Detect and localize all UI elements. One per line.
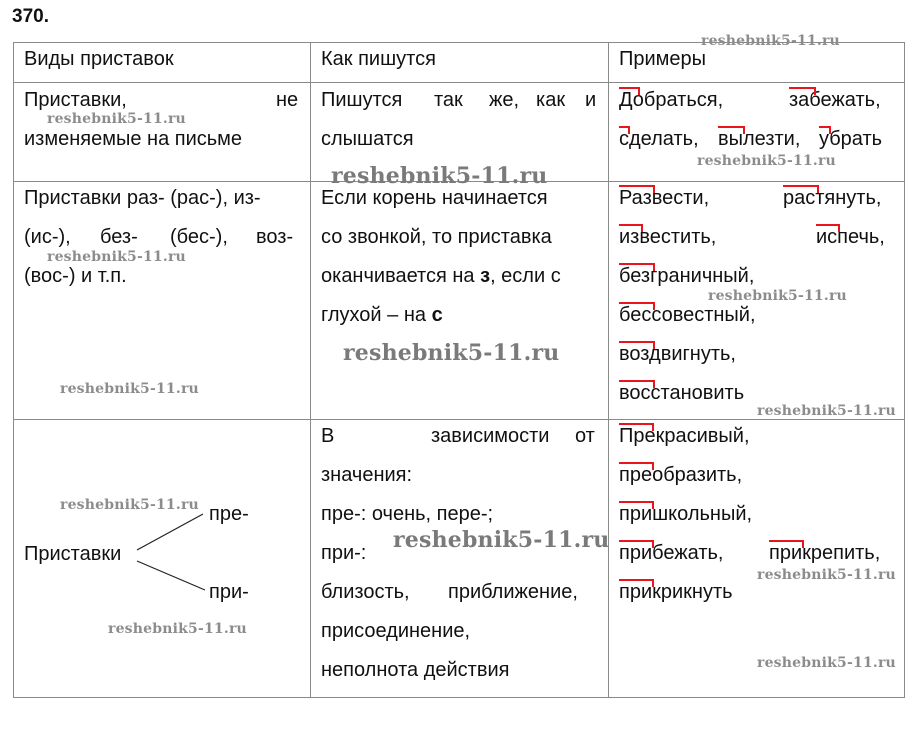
row2-kind-w1: (ис-),	[24, 226, 71, 248]
letter-s: с	[431, 304, 443, 326]
table-border-right	[904, 42, 905, 698]
watermark: reshebnik5-11.ru	[757, 567, 896, 583]
row1-rule-w1: Пишутся	[321, 89, 403, 111]
row2-kind-line3: (вос-) и т.п.	[24, 265, 127, 287]
row2-rule-line3: оканчивается на з, если с	[321, 265, 561, 287]
example-vylezti: вылезти,	[718, 128, 801, 150]
prefix-mark-pri3	[769, 540, 804, 548]
example-sdelat: сделать,	[619, 128, 699, 150]
watermark: reshebnik5-11.ru	[343, 340, 560, 366]
watermark: reshebnik5-11.ru	[108, 621, 247, 637]
watermark: reshebnik5-11.ru	[757, 403, 896, 419]
prefix-mark-do	[619, 87, 640, 95]
row3-rule-line7: неполнота действия	[321, 659, 510, 681]
prefix-mark-za	[789, 87, 816, 95]
example-rastyanut: растянуть,	[783, 187, 882, 209]
watermark: reshebnik5-11.ru	[757, 655, 896, 671]
row2-kind-w3: (бес-),	[170, 226, 228, 248]
row1-kind-line2: изменяемые на письме	[24, 128, 243, 150]
example-prekrasivy: Прекрасивый,	[619, 425, 750, 447]
example-bessovestny: бессовестный,	[619, 304, 756, 326]
column-divider-2	[608, 42, 609, 698]
row3-kind-prefixes: Приставки	[24, 543, 122, 565]
row3-rule-line6: присоединение,	[321, 620, 471, 642]
watermark: reshebnik5-11.ru	[331, 163, 548, 189]
prefix-mark-s	[619, 126, 630, 134]
row2-rule-line4: глухой – на с	[321, 304, 443, 326]
header-kinds: Виды приставок	[24, 48, 174, 70]
watermark: reshebnik5-11.ru	[697, 153, 836, 169]
prefix-mark-raz	[619, 185, 655, 193]
row3-rule-w8: приближение,	[448, 581, 578, 603]
prefix-mark-pri4	[619, 579, 654, 587]
watermark: reshebnik5-11.ru	[708, 288, 847, 304]
prefix-mark-bez	[619, 263, 655, 271]
row3-rule-w1: В	[321, 425, 335, 447]
watermark: reshebnik5-11.ru	[47, 111, 186, 127]
watermark: reshebnik5-11.ru	[393, 527, 610, 553]
row3-rule-line3: пре-: очень, пере-;	[321, 503, 494, 525]
example-vosstanovit: восстановить	[619, 382, 745, 404]
row3-rule-w2: зависимости	[431, 425, 550, 447]
example-prikrepit: прикрепить,	[769, 542, 881, 564]
row3-rule-line4: при-:	[321, 542, 367, 564]
row2-kind-w4: воз-	[256, 226, 294, 248]
prefix-mark-pre1	[619, 423, 654, 431]
row3-rule-w3: от	[575, 425, 595, 447]
branch-to-pri	[137, 561, 205, 590]
prefix-mark-is	[816, 224, 840, 232]
branch-lines	[13, 42, 310, 698]
prefix-mark-vos	[619, 380, 655, 388]
row2-kind-w2: без-	[100, 226, 138, 248]
prefix-mark-bes	[619, 302, 655, 310]
row2-rule-line1: Если корень начинается	[321, 187, 548, 209]
watermark: reshebnik5-11.ru	[60, 497, 199, 513]
row1-rule-line2: слышатся	[321, 128, 414, 150]
prefix-mark-ras	[783, 185, 819, 193]
example-pribezhat: прибежать,	[619, 542, 724, 564]
header-examples: Примеры	[619, 48, 707, 70]
row1-kind-word2: не	[276, 89, 299, 111]
example-ispech: испечь,	[816, 226, 885, 248]
example-vozdvignut: воздвигнуть,	[619, 343, 736, 365]
row2-rule-line2: со звонкой, то приставка	[321, 226, 552, 248]
row1-rule-w3: же,	[489, 89, 520, 111]
row3-rule-w7: близость,	[321, 581, 410, 603]
row2-kind-line1: Приставки раз- (рас-), из-	[24, 187, 261, 209]
watermark: reshebnik5-11.ru	[47, 249, 186, 265]
row3-kind-pre: пре-	[209, 503, 249, 525]
prefix-mark-pri1	[619, 501, 654, 509]
example-ubrat: убрать	[819, 128, 883, 150]
column-divider-1	[310, 42, 311, 698]
exercise-number: 370.	[12, 6, 49, 27]
prefix-mark-vy	[718, 126, 745, 134]
prefix-mark-voz	[619, 341, 655, 349]
row1-rule-w4: как	[536, 89, 566, 111]
header-spelling: Как пишутся	[321, 48, 436, 70]
example-preobrazit: преобразить,	[619, 464, 743, 486]
example-prishkolny: пришкольный,	[619, 503, 753, 525]
example-zabezhat: забежать,	[789, 89, 881, 111]
prefix-mark-iz	[619, 224, 643, 232]
row3-kind-pri: при-	[209, 581, 249, 603]
row1-rule-w2: так	[434, 89, 463, 111]
prefix-table	[13, 42, 905, 698]
row3-rule-line2: значения:	[321, 464, 413, 486]
row1-kind-word1: Приставки,	[24, 89, 127, 111]
prefix-mark-pri2	[619, 540, 654, 548]
letter-z: з	[480, 265, 491, 287]
watermark: reshebnik5-11.ru	[60, 381, 199, 397]
watermark: reshebnik5-11.ru	[701, 33, 840, 49]
example-dobratsya: Добраться,	[619, 89, 724, 111]
prefix-mark-pre2	[619, 462, 654, 470]
example-bezgranichny: безграничный,	[619, 265, 755, 287]
example-razvesti: Развести,	[619, 187, 710, 209]
row1-rule-w5: и	[585, 89, 597, 111]
branch-to-pre	[137, 514, 203, 550]
example-prikriknut: прикрикнуть	[619, 581, 733, 603]
prefix-mark-u	[819, 126, 831, 134]
example-izvestit: известить,	[619, 226, 717, 248]
